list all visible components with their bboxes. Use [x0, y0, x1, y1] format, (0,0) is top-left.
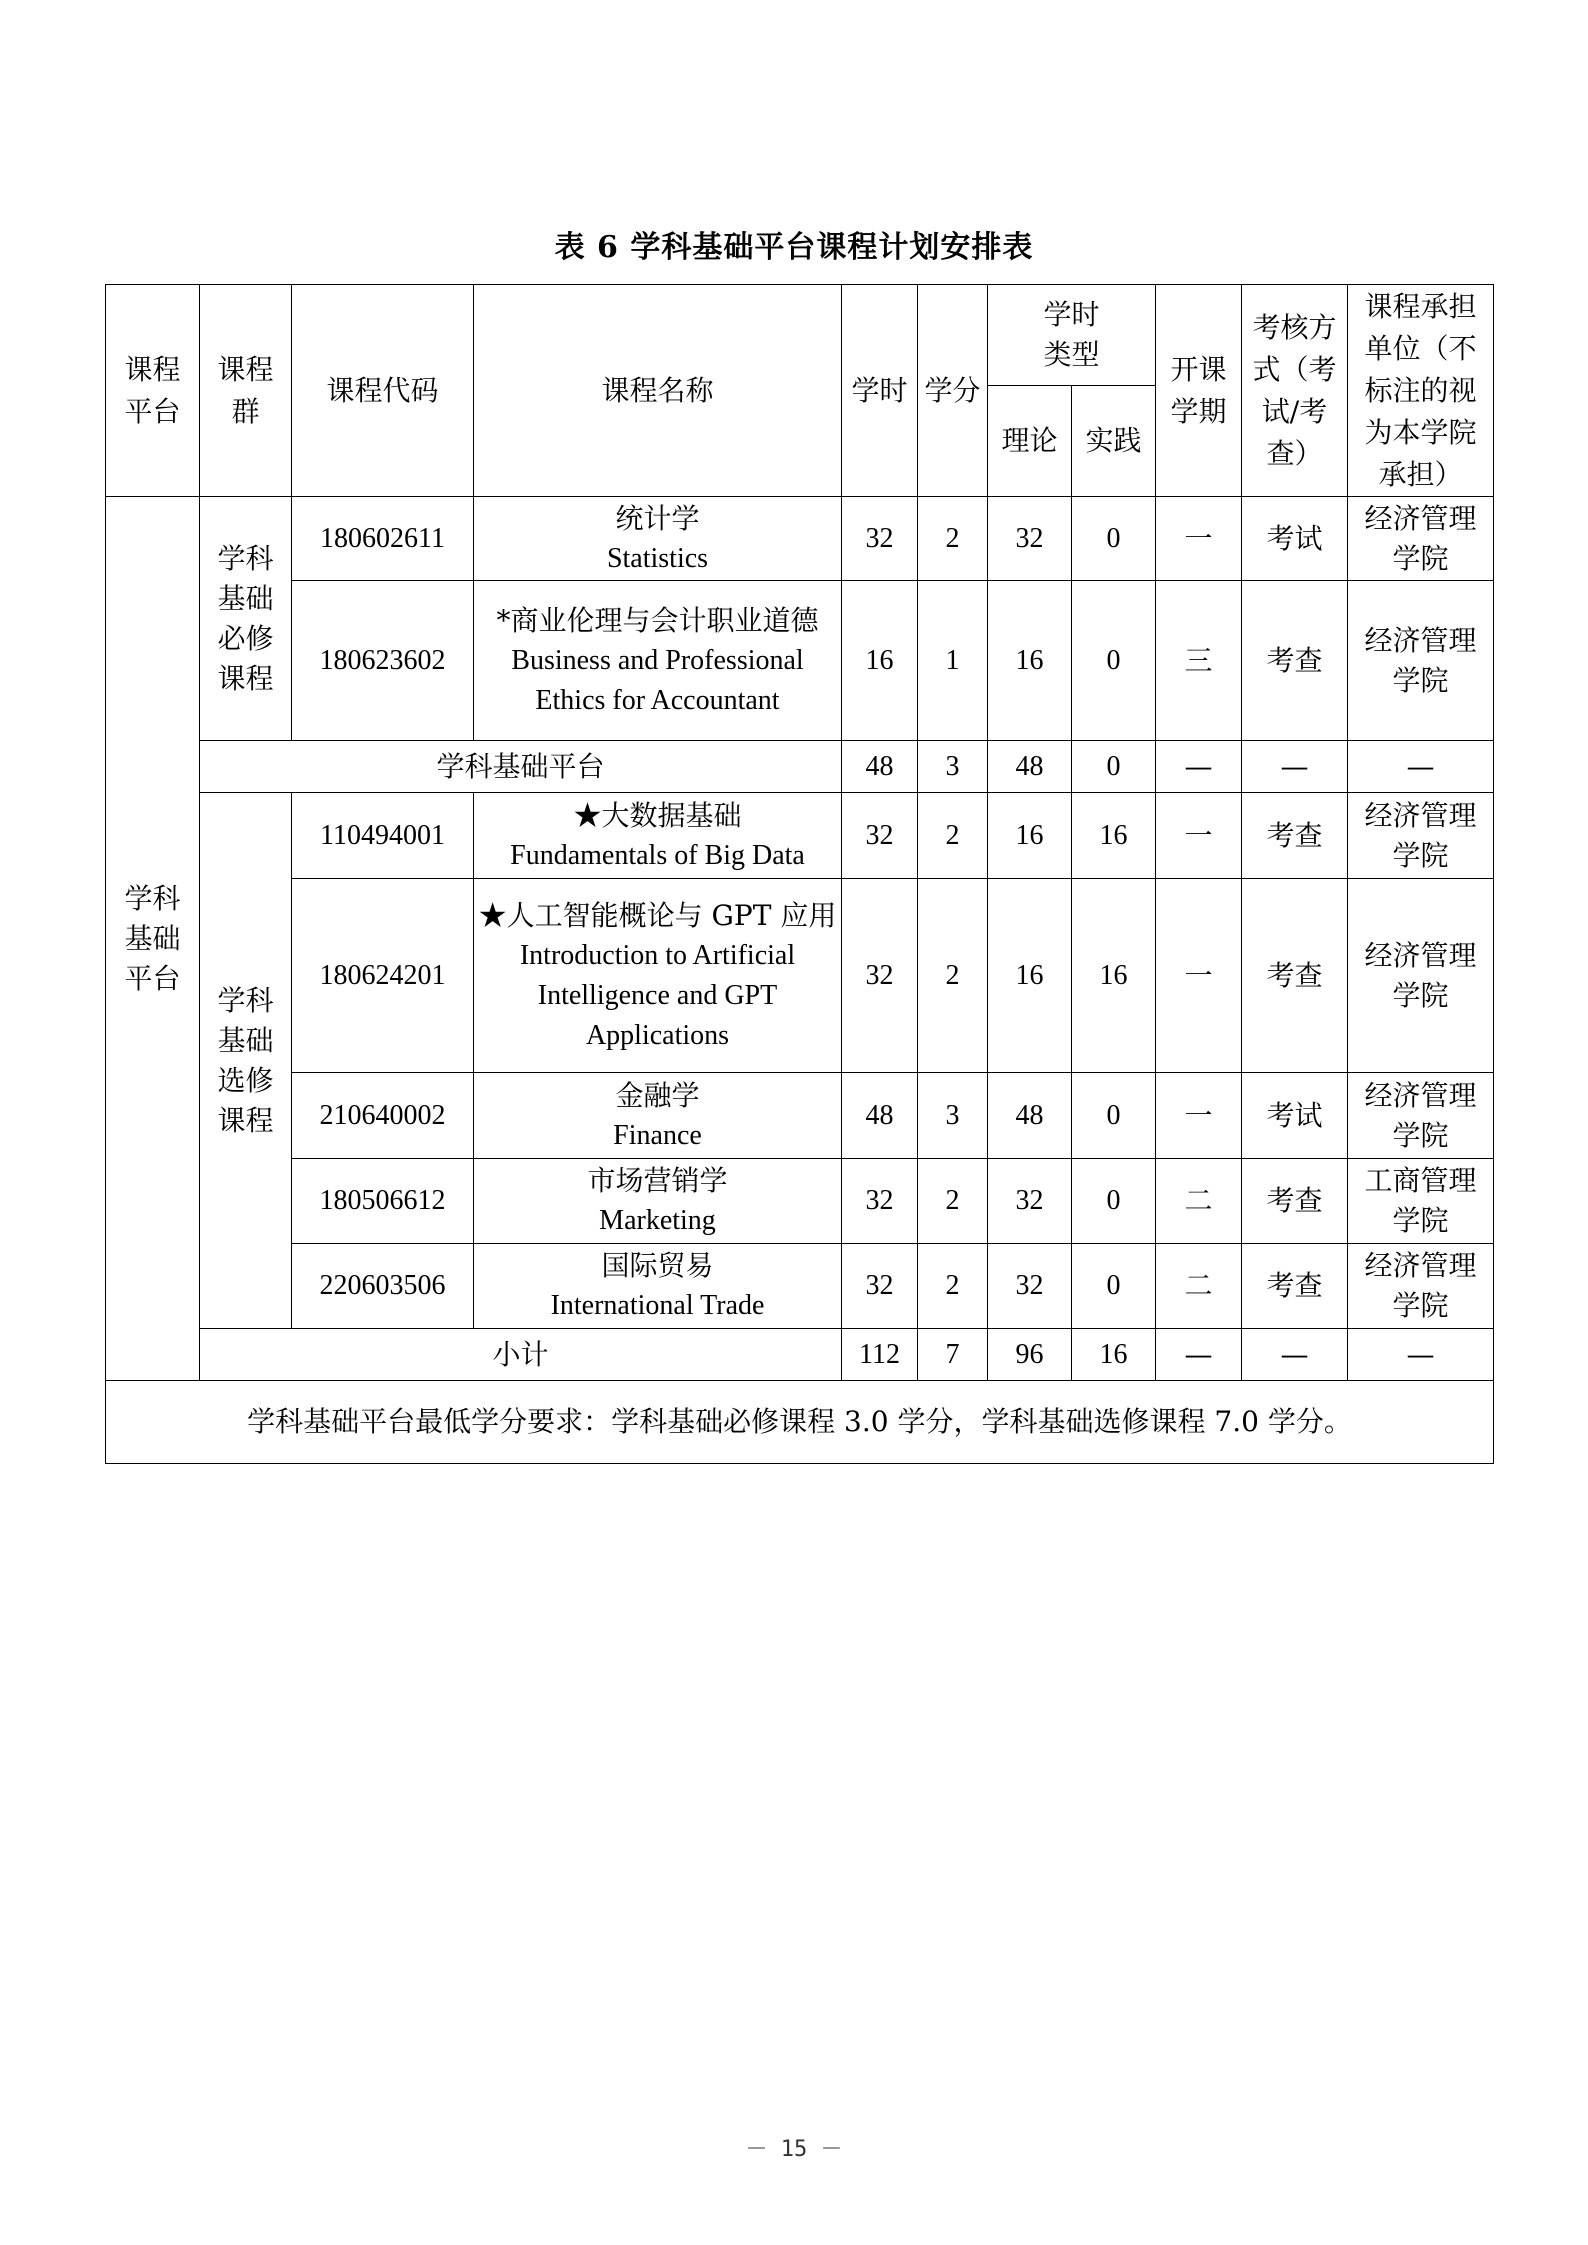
total-credits: 7: [918, 1329, 988, 1381]
course-unit: 经济管理学院: [1348, 581, 1494, 741]
course-hours: 16: [842, 581, 918, 741]
header-name: 课程名称: [474, 285, 842, 497]
course-credits: 2: [918, 1244, 988, 1329]
course-credits: 2: [918, 879, 988, 1073]
table-row: [106, 497, 1494, 581]
course-code: 180506612: [292, 1159, 474, 1244]
course-assessment: 考试: [1242, 1073, 1348, 1159]
header-hour-type: 学时类型: [988, 285, 1156, 386]
course-semester: 二: [1156, 1159, 1242, 1244]
course-credits: 2: [918, 793, 988, 879]
total-row: [106, 1329, 1494, 1381]
course-practice: 0: [1072, 497, 1156, 581]
course-semester: 一: [1156, 793, 1242, 879]
course-practice: 16: [1072, 793, 1156, 879]
course-hours: 32: [842, 497, 918, 581]
course-credits: 1: [918, 581, 988, 741]
course-theory: 32: [988, 497, 1072, 581]
course-code: 180623602: [292, 581, 474, 741]
course-code: 210640002: [292, 1073, 474, 1159]
course-name: ★人工智能概论与 GPT 应用 Introduction to Artificial Intelligence and GPT Applications: [474, 879, 842, 1073]
course-practice: 0: [1072, 1073, 1156, 1159]
table-title: 表 6 学科基础平台课程计划安排表: [554, 230, 1034, 265]
total-semester: —: [1156, 1329, 1242, 1381]
table-row: [106, 793, 1494, 879]
course-plan-table: [105, 284, 1494, 1464]
header-theory: 理论: [988, 386, 1072, 497]
total-unit: —: [1348, 1329, 1494, 1381]
table-row: [106, 1244, 1494, 1329]
course-code: 220603506: [292, 1244, 474, 1329]
header-assessment: 考核方式（考试/考查）: [1242, 285, 1348, 497]
course-hours: 32: [842, 1159, 918, 1244]
course-credits: 2: [918, 497, 988, 581]
course-name: 国际贸易 International Trade: [474, 1244, 842, 1329]
subtotal-semester: —: [1156, 741, 1242, 793]
header-semester: 开课学期: [1156, 285, 1242, 497]
group-elective: 学科基础选修课程: [200, 793, 292, 1329]
course-semester: 一: [1156, 879, 1242, 1073]
header-practice: 实践: [1072, 386, 1156, 497]
subtotal-unit: —: [1348, 741, 1494, 793]
table-row: [106, 1159, 1494, 1244]
course-hours: 32: [842, 879, 918, 1073]
requirement-row: [106, 1381, 1494, 1464]
course-semester: 一: [1156, 497, 1242, 581]
header-unit: 课程承担单位（不标注的视为本学院承担）: [1348, 285, 1494, 497]
subtotal-practice: 0: [1072, 741, 1156, 793]
total-hours: 112: [842, 1329, 918, 1381]
requirement-text: 学科基础平台最低学分要求：学科基础必修课程 3.0 学分，学科基础选修课程 7.0 学分。: [106, 1381, 1494, 1464]
course-assessment: 考查: [1242, 581, 1348, 741]
course-name: ★大数据基础 Fundamentals of Big Data: [474, 793, 842, 879]
page-number: － 15 －: [745, 2137, 843, 2162]
total-theory: 96: [988, 1329, 1072, 1381]
course-name: *商业伦理与会计职业道德 Business and Professional Ethics for Accountant: [474, 581, 842, 741]
total-practice: 16: [1072, 1329, 1156, 1381]
course-name: 金融学 Finance: [474, 1073, 842, 1159]
subtotal-row: [106, 741, 1494, 793]
course-theory: 32: [988, 1244, 1072, 1329]
table-row: [106, 1073, 1494, 1159]
total-assessment: —: [1242, 1329, 1348, 1381]
course-code: 180602611: [292, 497, 474, 581]
course-unit: 经济管理学院: [1348, 1073, 1494, 1159]
course-unit: 工商管理学院: [1348, 1159, 1494, 1244]
subtotal-label: 学科基础平台: [200, 741, 842, 793]
course-assessment: 考查: [1242, 879, 1348, 1073]
header-credits: 学分: [918, 285, 988, 497]
course-code: 110494001: [292, 793, 474, 879]
course-assessment: 考试: [1242, 497, 1348, 581]
course-theory: 16: [988, 879, 1072, 1073]
course-semester: 三: [1156, 581, 1242, 741]
header-platform: 课程平台: [106, 285, 200, 497]
course-semester: 一: [1156, 1073, 1242, 1159]
subtotal-hours: 48: [842, 741, 918, 793]
course-unit: 经济管理学院: [1348, 793, 1494, 879]
platform-cell: 学科基础平台: [106, 497, 200, 1381]
course-credits: 2: [918, 1159, 988, 1244]
header-group: 课程群: [200, 285, 292, 497]
course-name: 市场营销学 Marketing: [474, 1159, 842, 1244]
course-assessment: 考查: [1242, 1244, 1348, 1329]
course-unit: 经济管理学院: [1348, 1244, 1494, 1329]
group-required: 学科基础必修课程: [200, 497, 292, 741]
subtotal-theory: 48: [988, 741, 1072, 793]
course-assessment: 考查: [1242, 1159, 1348, 1244]
total-label: 小计: [200, 1329, 842, 1381]
course-practice: 0: [1072, 581, 1156, 741]
header-code: 课程代码: [292, 285, 474, 497]
course-unit: 经济管理学院: [1348, 879, 1494, 1073]
course-practice: 0: [1072, 1244, 1156, 1329]
table-row: [106, 879, 1494, 1073]
course-hours: 32: [842, 793, 918, 879]
course-name: 统计学 Statistics: [474, 497, 842, 581]
course-theory: 16: [988, 581, 1072, 741]
course-code: 180624201: [292, 879, 474, 1073]
course-credits: 3: [918, 1073, 988, 1159]
table-row: [106, 581, 1494, 741]
course-theory: 32: [988, 1159, 1072, 1244]
header-hours: 学时: [842, 285, 918, 497]
course-theory: 48: [988, 1073, 1072, 1159]
course-assessment: 考查: [1242, 793, 1348, 879]
course-hours: 48: [842, 1073, 918, 1159]
subtotal-assessment: —: [1242, 741, 1348, 793]
course-hours: 32: [842, 1244, 918, 1329]
subtotal-credits: 3: [918, 741, 988, 793]
course-semester: 二: [1156, 1244, 1242, 1329]
course-practice: 0: [1072, 1159, 1156, 1244]
course-practice: 16: [1072, 879, 1156, 1073]
course-theory: 16: [988, 793, 1072, 879]
course-unit: 经济管理学院: [1348, 497, 1494, 581]
